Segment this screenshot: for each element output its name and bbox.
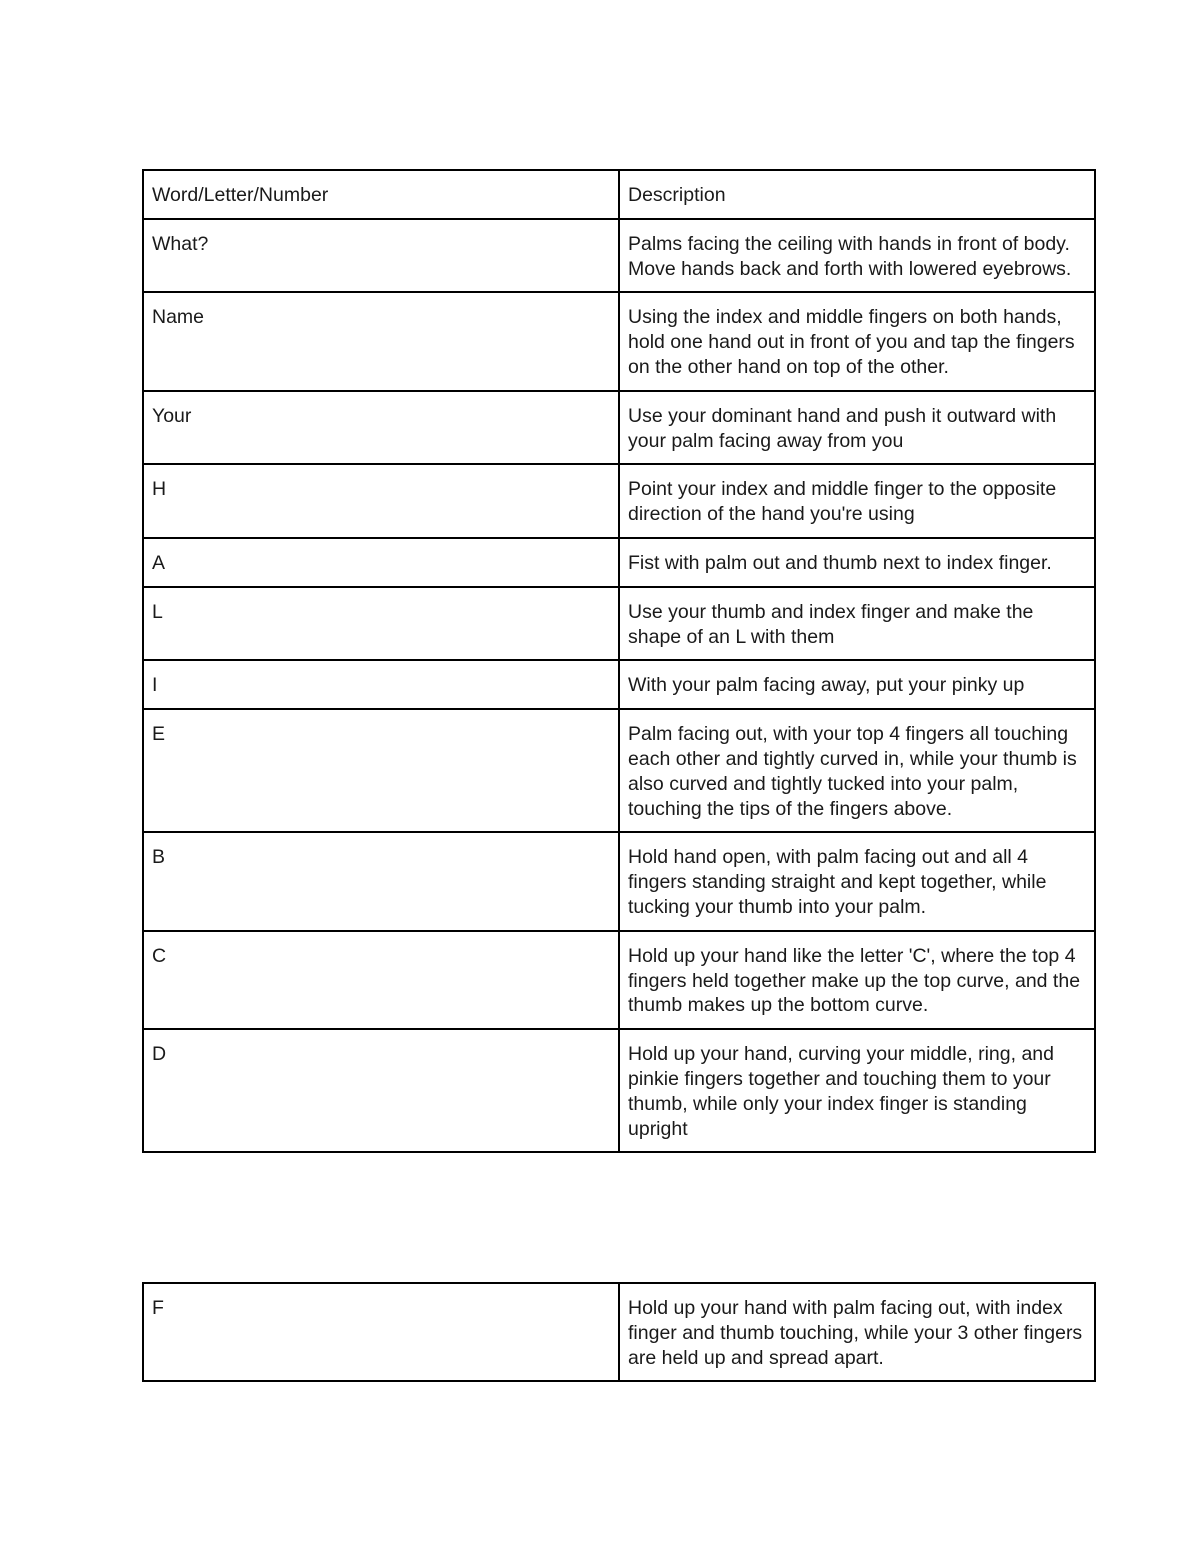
header-word-cell: Word/Letter/Number xyxy=(143,170,619,219)
sign-description-table xyxy=(142,169,1096,1153)
table-row xyxy=(143,832,1095,930)
table-row xyxy=(143,538,1095,587)
word-cell: C xyxy=(143,931,619,1029)
sign-description-table-continued xyxy=(142,1282,1096,1382)
description-cell: Hold up your hand with palm facing out, with index finger and thumb touching, while your 3 other fingers are held up and spread apart. xyxy=(619,1283,1095,1381)
word-cell: L xyxy=(143,587,619,661)
word-cell: A xyxy=(143,538,619,587)
word-cell: Your xyxy=(143,391,619,465)
header-description-cell: Description xyxy=(619,170,1095,219)
word-cell: F xyxy=(143,1283,619,1381)
table-header-row xyxy=(143,170,1095,219)
table-row xyxy=(143,1029,1095,1152)
description-cell: Using the index and middle fingers on both hands, hold one hand out in front of you and tap the fingers on the other hand on top of the other. xyxy=(619,292,1095,390)
table-row xyxy=(143,219,1095,293)
word-cell: D xyxy=(143,1029,619,1152)
table-row xyxy=(143,292,1095,390)
word-cell: Name xyxy=(143,292,619,390)
description-cell: Use your thumb and index finger and make the shape of an L with them xyxy=(619,587,1095,661)
description-cell: Hold hand open, with palm facing out and all 4 fingers standing straight and kept together, while tucking your thumb into your palm. xyxy=(619,832,1095,930)
word-cell: H xyxy=(143,464,619,538)
description-cell: Fist with palm out and thumb next to index finger. xyxy=(619,538,1095,587)
word-cell: I xyxy=(143,660,619,709)
word-cell: B xyxy=(143,832,619,930)
word-cell: What? xyxy=(143,219,619,293)
table-row xyxy=(143,931,1095,1029)
description-cell: Palms facing the ceiling with hands in front of body. Move hands back and forth with lowered eyebrows. xyxy=(619,219,1095,293)
description-cell: Hold up your hand, curving your middle, ring, and pinkie fingers together and touching them to your thumb, while only your index finger is standing upright xyxy=(619,1029,1095,1152)
table-row xyxy=(143,660,1095,709)
table-row xyxy=(143,464,1095,538)
table-row xyxy=(143,1283,1095,1381)
table-row xyxy=(143,587,1095,661)
word-cell: E xyxy=(143,709,619,832)
description-cell: With your palm facing away, put your pinky up xyxy=(619,660,1095,709)
description-cell: Use your dominant hand and push it outward with your palm facing away from you xyxy=(619,391,1095,465)
description-cell: Hold up your hand like the letter 'C', where the top 4 fingers held together make up the top curve, and the thumb makes up the bottom curve. xyxy=(619,931,1095,1029)
description-cell: Palm facing out, with your top 4 fingers all touching each other and tightly curved in, while your thumb is also curved and tightly tucked into your palm, touching the tips of the fingers above. xyxy=(619,709,1095,832)
table-row xyxy=(143,709,1095,832)
table-row xyxy=(143,391,1095,465)
description-cell: Point your index and middle finger to the opposite direction of the hand you're using xyxy=(619,464,1095,538)
